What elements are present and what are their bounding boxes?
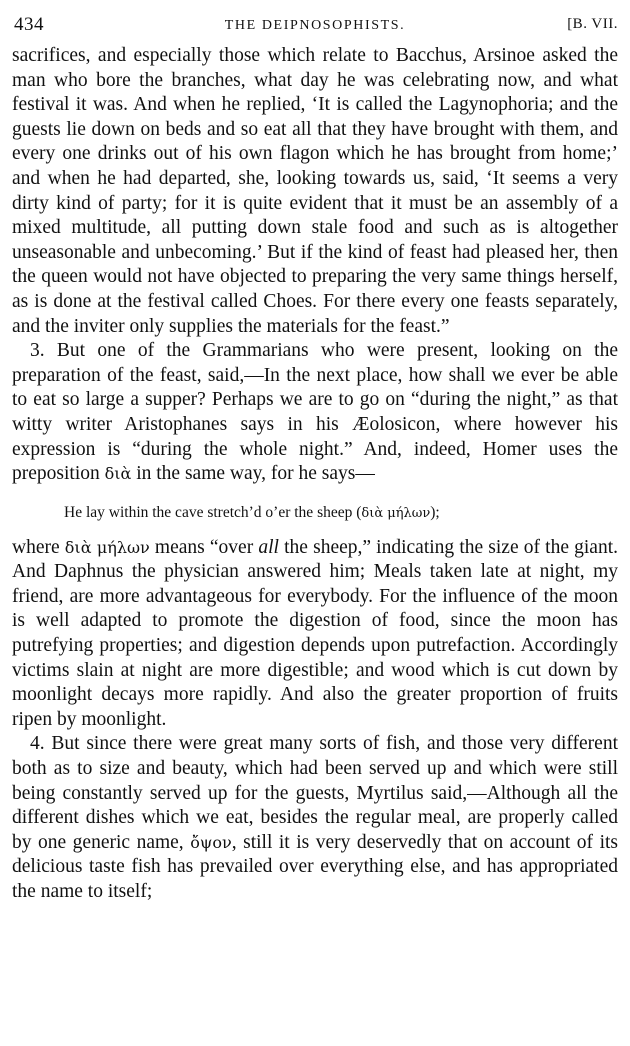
greek-phrase: διὰ μήλων [361,505,431,521]
greek-phrase: διὰ μήλων [64,537,150,557]
page-number: 434 [14,14,44,35]
paragraph-text-start: where [12,536,65,558]
book-page [12,10,618,905]
body-text [12,44,618,905]
verse-text: He lay within the cave stretch’d o’er the sheep ( [64,503,362,521]
paragraph-section-3 [12,339,618,487]
verse-text-end: ); [430,503,440,521]
paragraph-text-end: in the same way, for he says— [131,463,375,485]
paragraph-text-mid: means “over [149,536,259,558]
paragraph-after-verse [12,536,618,733]
running-title: THE DEIPNOSOPHISTS. [224,18,406,33]
paragraph-text-end: , still it is very deservedly that on account of its delicious taste fish has prevailed over everything else, and has appropriated the name to itself; [12,831,618,902]
greek-word: ὄψον [190,832,232,852]
running-head [12,10,618,44]
italic-word: all [258,536,279,558]
verse-quotation [12,503,618,524]
paragraph-text: the sheep,” indicating the size of the giant. And Daphnus the physician answered him; Meals taken late at night, my friend, are more advantageous for everybody. For the influence of the moon is well adapted to promote the digestion of food, since the moon has putrefying properties; and digestion depends upon putrefaction. Accordingly victims slain at night are more digestible; and wood which is cut down by moonlight decays more rapidly. And also the greater proportion of fruits ripen by moonlight. [12,536,619,730]
paragraph-text: sacrifices, and especially those which relate to Bacchus, Arsinoe asked the man who bore the branches, what day he was celebrating now, and what festival it was. And when he replied, ‘It is called the Lagynophoria; and the guests lie down on beds and so eat all that they have brought with them, and every one drinks out of his own flagon which he has brought from home;’ and when he had departed, she, looking towards us, said, ‘It seems a very dirty kind of party; for it is quite evident that it must be an assembly of a mixed multitude, all putting down stale food and such as is altogether unseasonable and unbecoming.’ But if the kind of feast had pleased her, then the queen would not have objected to preparing the very same things herself, as is done at the festival called Choes. For there every one feasts separately, and the inviter only supplies the materials for the feast.” [12,45,618,337]
paragraph-text: 3. But one of the Grammarians who were present, looking on the preparation of the feast, said,—In the next place, how shall we ever be able to eat so large a supper? Perhaps we are to go on “during the night,” as that witty writer Aristophanes says in his Æolosicon, where however his expression is “during the whole night.” And, indeed, Homer uses the preposition [12,340,618,485]
paragraph-section-4 [12,732,618,904]
paragraph-continued [12,44,618,339]
paragraph-text: 4. But since there were great many sorts of fish, and those very different both as to size and beauty, which had been served up and which were still being constantly served up for the guests, Myrtilus said,—Although all the different dishes which we eat, besides the regular meal, are properly called by one generic name, [12,733,618,853]
greek-word: διὰ [104,464,132,484]
book-reference: [B. VII. [567,16,618,32]
